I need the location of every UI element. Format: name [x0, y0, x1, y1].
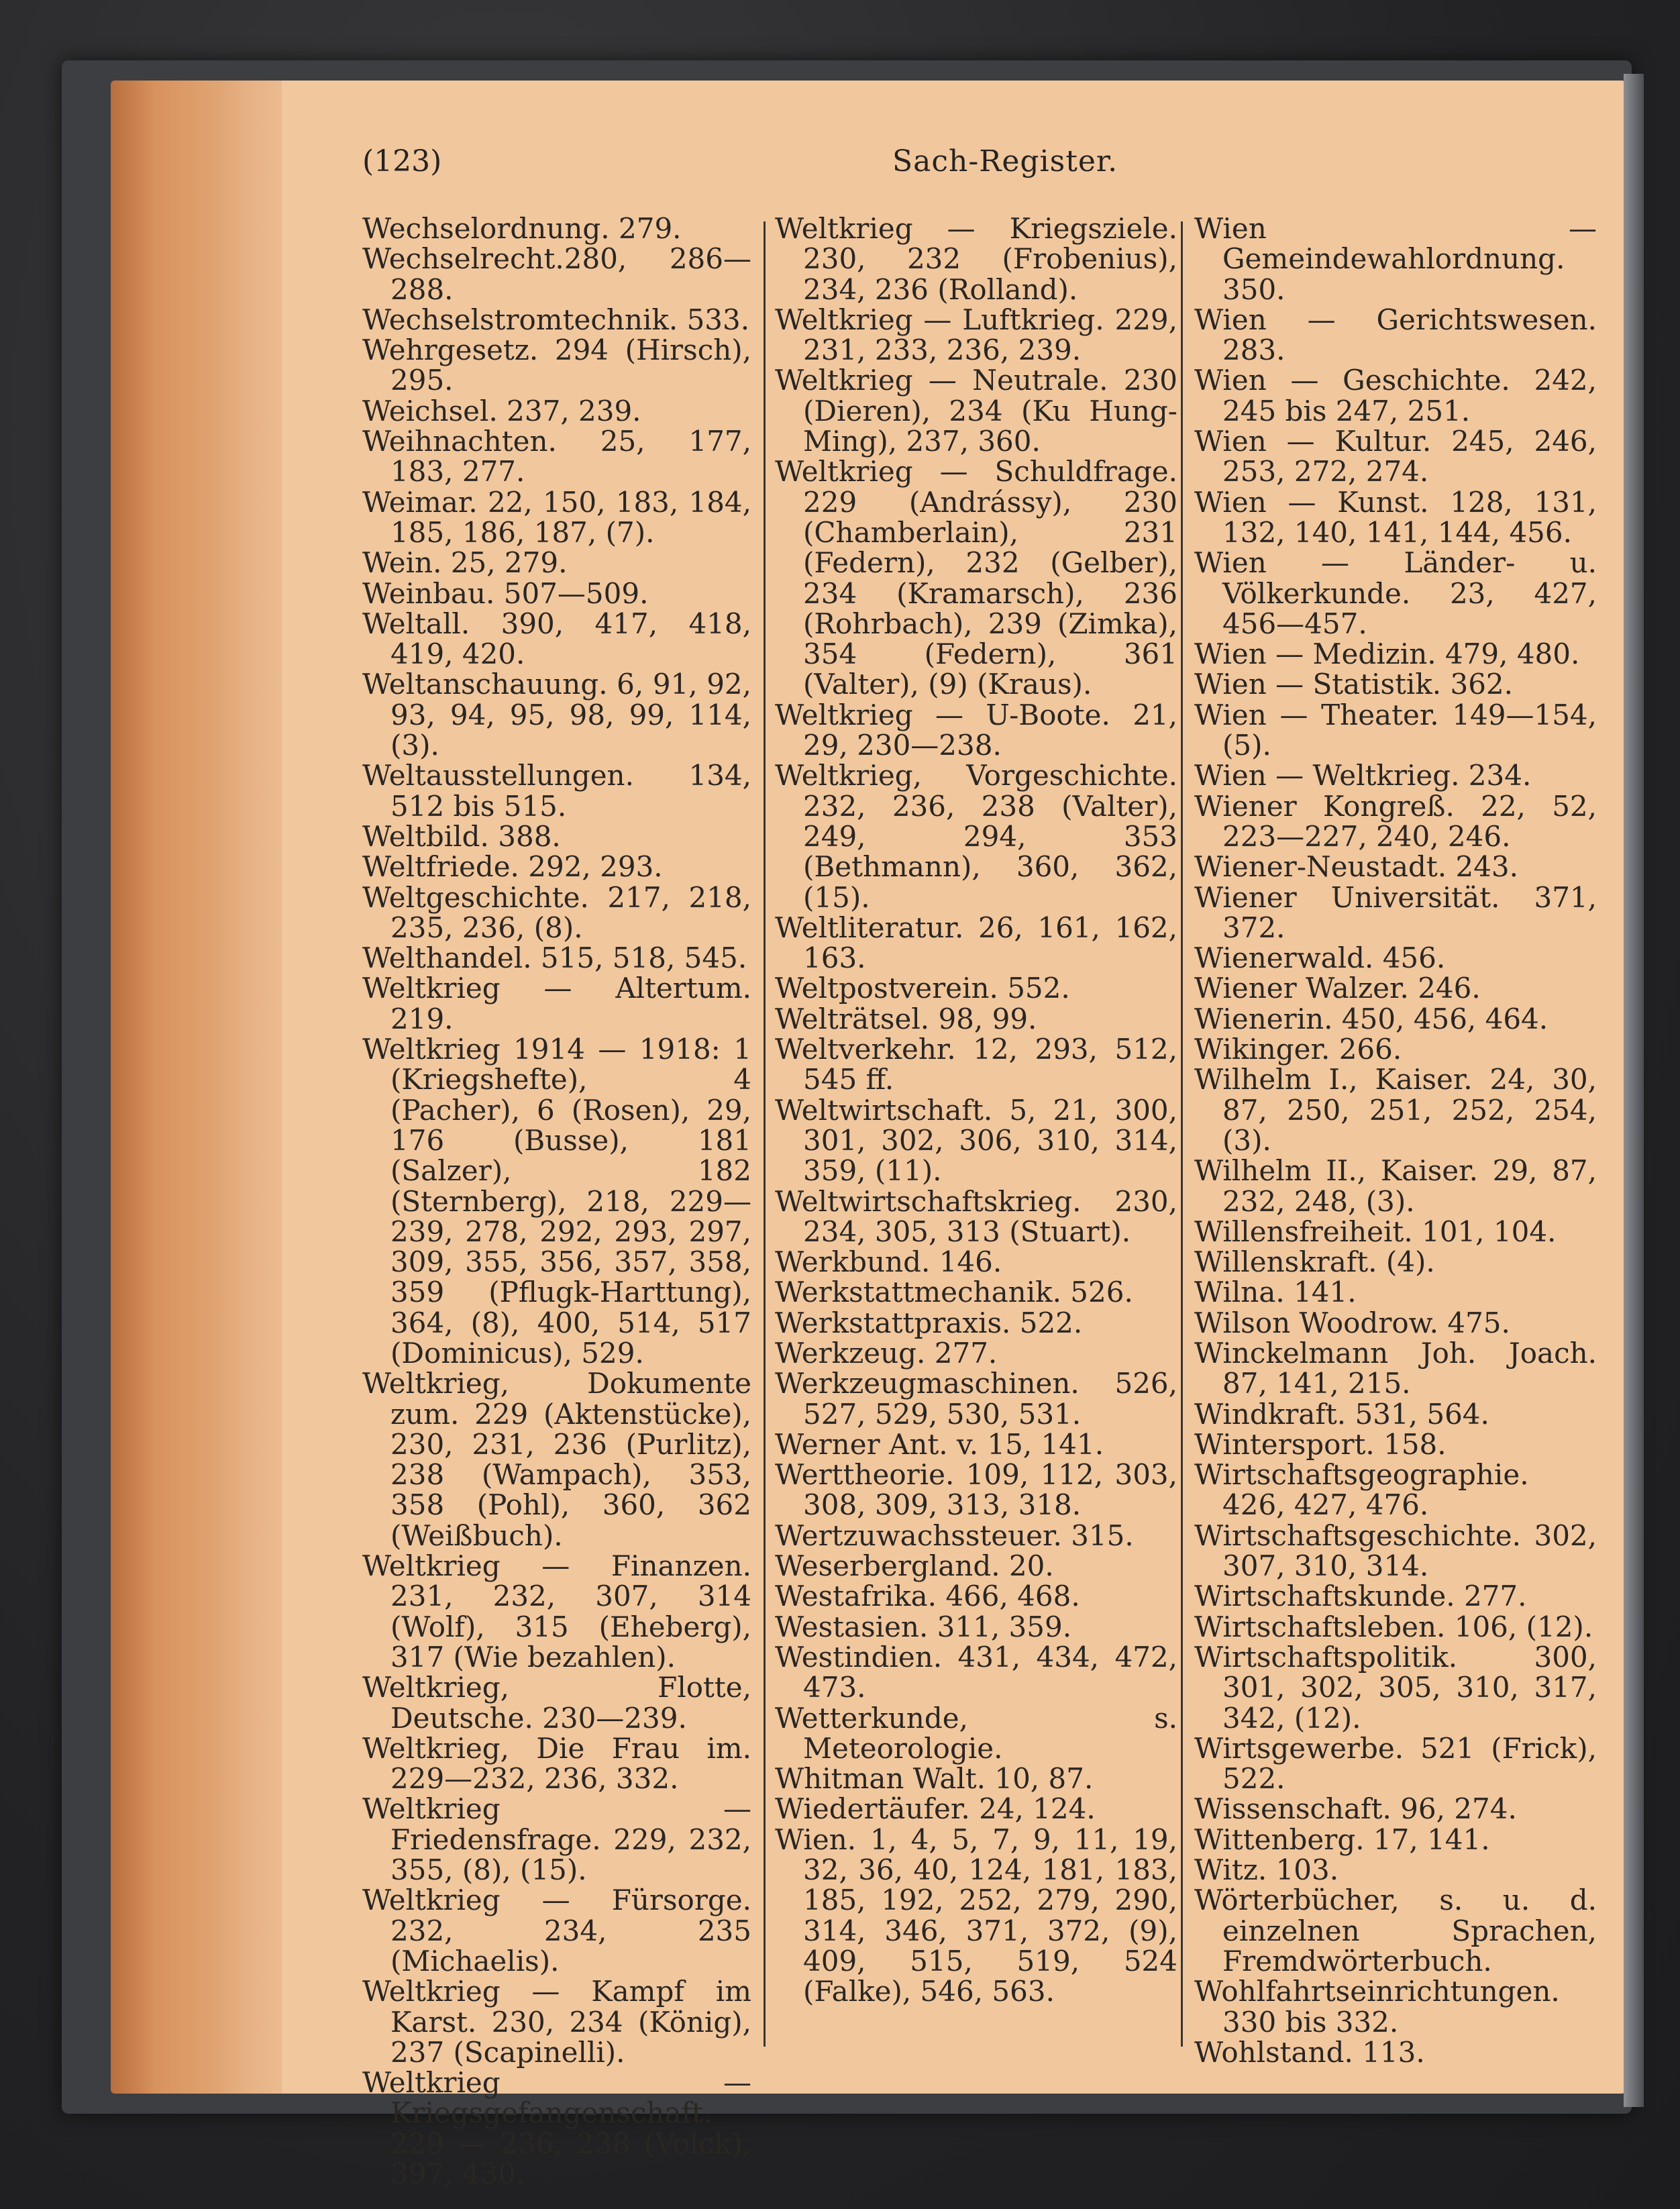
index-entry: Wien — Geschichte. 242, 245 bis 247, 251.	[1194, 364, 1597, 427]
index-entry: Weltkrieg — Finanzen. 231, 232, 307, 314 (Wolf), 315 (Eheberg), 317 (Wie bezahlen).	[362, 1549, 751, 1674]
index-entry: Wien — Gerichtswesen. 283.	[1194, 303, 1597, 367]
index-entry: Wien. 1, 4, 5, 7, 9, 11, 19, 32, 36, 40, 124, 181, 183, 185, 192, 252, 279, 290, 314, 346, 371, 372, (9), 409, 515, 519, 524 (Falke), 546, 563.	[775, 1822, 1177, 2008]
next-page-edge	[1624, 74, 1644, 2107]
index-entry: Weltliteratur. 26, 161, 162, 163.	[775, 911, 1177, 975]
index-entry: Wissenschaft. 96, 274.	[1194, 1792, 1517, 1826]
index-entry: Weltkrieg, Dokumente zum. 229 (Aktenstücke), 230, 231, 236 (Purlitz), 238 (Wampach), 353, 358 (Pohl), 360, 362 (Weißbuch).	[362, 1367, 751, 1552]
index-entry: Weltwirtschaftskrieg. 230, 234, 305, 313 (Stuart).	[775, 1184, 1177, 1248]
page-title: Sach-Register.	[892, 144, 1118, 178]
index-entry: Weltgeschichte. 217, 218, 235, 236, (8).	[362, 880, 751, 944]
index-entry: Wohlstand. 113.	[1194, 2035, 1425, 2069]
index-entry: Wiener Walzer. 246.	[1194, 972, 1481, 1005]
index-entry: Whitman Walt. 10, 87.	[775, 1762, 1094, 1796]
index-entry: Wien — Theater. 149—154, (5).	[1194, 698, 1597, 762]
index-entry: Wilhelm II., Kaiser. 29, 87, 232, 248, (3).	[1194, 1154, 1597, 1218]
index-entry: Weltkrieg — Altertum. 219.	[362, 972, 751, 1035]
index-entry: Wilna. 141.	[1194, 1276, 1357, 1309]
index-entry: Weltfriede. 292, 293.	[362, 850, 663, 884]
index-column-1	[362, 213, 751, 2189]
index-entry: Weltkrieg, Die Frau im. 229—232, 236, 332.	[362, 1731, 751, 1796]
index-entry: Wirtsgewerbe. 521 (Frick), 522.	[1194, 1731, 1597, 1796]
index-entry: Weltwirtschaft. 5, 21, 300, 301, 302, 306, 310, 314, 359, (11).	[775, 1093, 1177, 1188]
index-entry: Wirtschaftsleben. 106, (12).	[1194, 1610, 1593, 1643]
index-entry: Wittenberg. 17, 141.	[1194, 1822, 1490, 1856]
index-entry: Weltkrieg — Schuldfrage. 229 (Andrássy), 230 (Chamberlain), 231 (Federn), 232 (Gelber), 234 (Kramarsch), 236 (Rohrbach), 239 (Zimka), 354 (Federn), 361 (Valter), (9) (Kraus).	[775, 455, 1177, 701]
index-entry: Wien — Statistik. 362.	[1194, 668, 1514, 701]
index-entry: Westindien. 431, 434, 472, 473.	[775, 1640, 1177, 1704]
index-entry: Wörterbücher, s. u. d. einzelnen Sprachen, Fremdwörterbuch.	[1194, 1884, 1597, 1977]
index-entry: Weltverkehr. 12, 293, 512, 545 ff.	[775, 1033, 1177, 1096]
index-entry: Weltkrieg — Kriegsgefangenschaft. 229 — 236, 238 (Volck), 397, 430.	[362, 2066, 751, 2190]
index-entry: Wertzuwachssteuer. 315.	[775, 1519, 1134, 1552]
index-entry: Wienerwald. 456.	[1194, 941, 1446, 975]
index-entry: Werttheorie. 109, 112, 303, 308, 309, 313, 318.	[775, 1458, 1177, 1522]
index-entry: Weinbau. 507—509.	[362, 576, 649, 610]
index-entry: Willensfreiheit. 101, 104.	[1194, 1215, 1557, 1248]
page-number: (123)	[362, 144, 442, 178]
index-entry: Wehrgesetz. 294 (Hirsch), 295.	[362, 333, 751, 397]
index-column-2	[775, 213, 1177, 2007]
index-entry: Wetterkunde, s. Meteorologie.	[775, 1701, 1177, 1765]
index-entry: Weltkrieg, Flotte, Deutsche. 230—239.	[362, 1671, 751, 1735]
index-entry: Wien — Kultur. 245, 246, 253, 272, 274.	[1194, 425, 1597, 489]
index-entry: Wirtschaftsgeographie. 426, 427, 476.	[1194, 1458, 1529, 1522]
index-entry: Wien — Länder- u. Völkerkunde. 23, 427, 456—457.	[1194, 546, 1597, 640]
index-entry: Werner Ant. v. 15, 141.	[775, 1427, 1104, 1461]
index-entry: Wirtschaftsgeschichte. 302, 307, 310, 314.	[1194, 1519, 1597, 1583]
index-entry: Wirtschaftskunde. 277.	[1194, 1580, 1527, 1613]
index-column-3	[1194, 213, 1597, 2067]
index-entry: Wien — Gemeindewahlordnung. 350.	[1194, 212, 1597, 306]
index-entry: Wechselstromtechnik. 533.	[362, 303, 750, 336]
index-entry: Weltkrieg — Fürsorge. 232, 234, 235 (Michaelis).	[362, 1884, 751, 1977]
index-entry: Wilhelm I., Kaiser. 24, 30, 87, 250, 251, 252, 254, (3).	[1194, 1063, 1597, 1157]
index-entry: Weichsel. 237, 239.	[362, 394, 641, 427]
index-entry: Weltkrieg — Kriegsziele. 230, 232 (Frobenius), 234, 236 (Rolland).	[775, 212, 1177, 306]
page-header	[349, 144, 1610, 191]
index-entry: Weltkrieg — U-Boote. 21, 29, 230—238.	[775, 698, 1177, 762]
index-entry: Winckelmann Joh. Joach. 87, 141, 215.	[1194, 1336, 1597, 1400]
index-entry: Weltkrieg — Luftkrieg. 229, 231, 233, 236, 239.	[775, 303, 1177, 367]
index-entry: Werkzeug. 277.	[775, 1336, 998, 1370]
index-entry: Wiener Universität. 371, 372.	[1194, 880, 1597, 944]
index-entry: Weltkrieg — Friedensfrage. 229, 232, 355, (8), (15).	[362, 1792, 751, 1887]
index-entry: Wiener-Neustadt. 243.	[1194, 850, 1518, 884]
index-entry: Wien — Medizin. 479, 480.	[1194, 637, 1580, 671]
index-entry: Weltanschauung. 6, 91, 92, 93, 94, 95, 98, 99, 114, (3).	[362, 668, 751, 762]
index-entry: Wien — Weltkrieg. 234.	[1194, 759, 1532, 792]
index-entry: Windkraft. 531, 564.	[1194, 1397, 1489, 1431]
index-entry: Werkbund. 146.	[775, 1245, 1002, 1279]
index-entry: Weimar. 22, 150, 183, 184, 185, 186, 187, (7).	[362, 485, 751, 549]
index-entry: Werkstattpraxis. 522.	[775, 1306, 1083, 1339]
index-entry: Weltkrieg — Kampf im Karst. 230, 234 (König), 237 (Scapinelli).	[362, 1975, 751, 2069]
index-entry: Wintersport. 158.	[1194, 1427, 1447, 1461]
index-entry: Weltall. 390, 417, 418, 419, 420.	[362, 607, 751, 671]
index-entry: Weltkrieg 1914 — 1918: 1 (Kriegshefte), 4 (Pacher), 6 (Rosen), 29, 176 (Busse), 181 (Salzer), 182 (Sternberg), 218, 229—239, 278, 292, 293, 297, 309, 355, 356, 357, 358, 359 (Pflugk-Harttung), 364, (8), 400, 514, 517 (Dominicus), 529.	[362, 1033, 751, 1370]
index-entry: Weltkrieg, Vorgeschichte. 232, 236, 238 (Valter), 249, 294, 353 (Bethmann), 360, 362, (15).	[775, 759, 1177, 914]
index-entry: Wein. 25, 279.	[362, 546, 568, 580]
index-entry: Weltkrieg — Neutrale. 230 (Dieren), 234 (Ku Hung-Ming), 237, 360.	[775, 364, 1177, 458]
index-entry: Weltpostverein. 552.	[775, 972, 1070, 1005]
index-entry: Weltbild. 388.	[362, 819, 561, 853]
index-entry: Wienerin. 450, 456, 464.	[1194, 1002, 1548, 1035]
index-entry: Welthandel. 515, 518, 545.	[362, 941, 747, 975]
column-divider	[1181, 221, 1183, 2047]
index-entry: Werkzeugmaschinen. 526, 527, 529, 530, 531.	[775, 1367, 1177, 1431]
index-entry: Wikinger. 266.	[1194, 1033, 1402, 1066]
index-entry: Witz. 103.	[1194, 1853, 1339, 1887]
index-entry: Weihnachten. 25, 177, 183, 277.	[362, 425, 751, 489]
index-entry: Wilson Woodrow. 475.	[1194, 1306, 1510, 1339]
index-entry: Wechselrecht.280, 286—288.	[362, 242, 751, 306]
index-entry: Wohlfahrtseinrichtungen. 330 bis 332.	[1194, 1975, 1560, 2039]
index-entry: Weserbergland. 20.	[775, 1549, 1054, 1583]
index-entry: Welträtsel. 98, 99.	[775, 1002, 1037, 1035]
index-entry: Wiedertäufer. 24, 124.	[775, 1792, 1096, 1826]
index-entry: Werkstattmechanik. 526.	[775, 1276, 1133, 1309]
column-divider	[764, 221, 766, 2047]
index-entry: Wiener Kongreß. 22, 52, 223—227, 240, 246.	[1194, 789, 1597, 853]
index-entry: Willenskraft. (4).	[1194, 1245, 1435, 1279]
index-entry: Wechselordnung. 279.	[362, 212, 682, 245]
index-entry: Weltausstellungen. 134, 512 bis 515.	[362, 759, 751, 823]
index-entry: Wien — Kunst. 128, 131, 132, 140, 141, 144, 456.	[1194, 485, 1597, 549]
index-entry: Westafrika. 466, 468.	[775, 1580, 1080, 1613]
index-entry: Westasien. 311, 359.	[775, 1610, 1072, 1643]
index-entry: Wirtschaftspolitik. 300, 301, 302, 305, 310, 317, 342, (12).	[1194, 1640, 1597, 1735]
